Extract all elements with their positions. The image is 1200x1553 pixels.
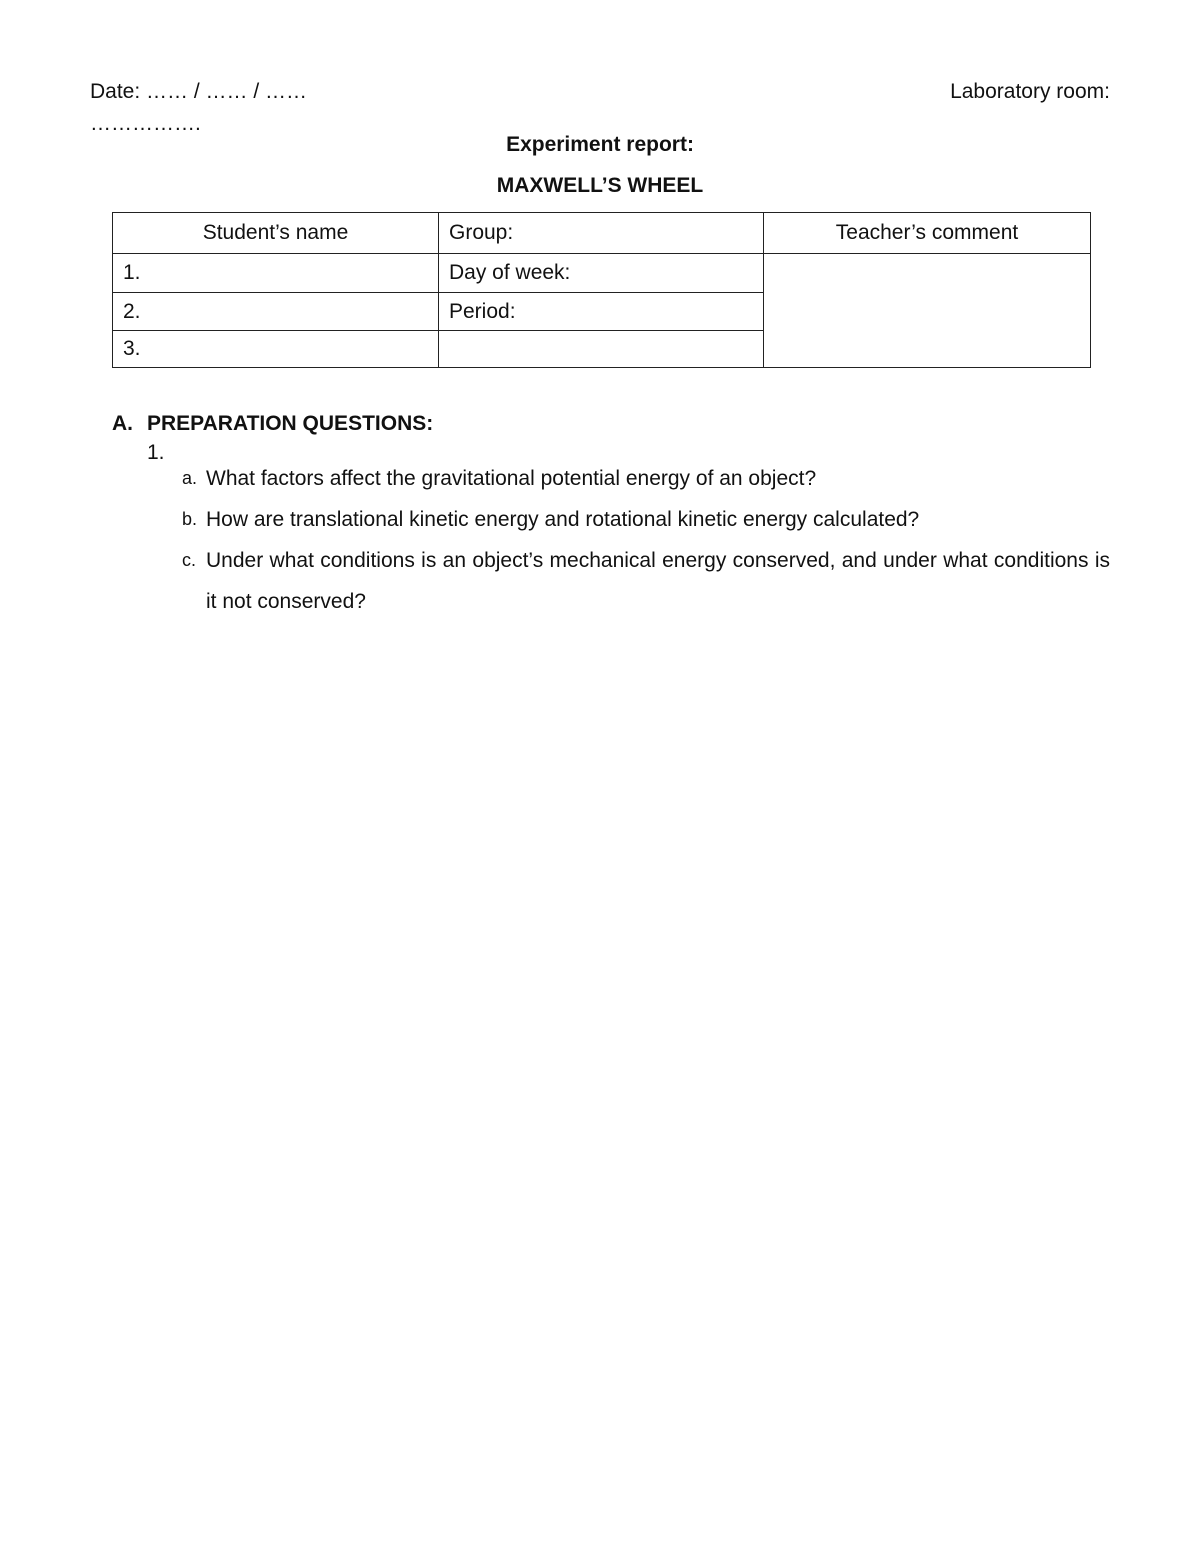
teachers-comment-header: Teacher’s comment <box>764 213 1091 254</box>
report-title: Experiment report: <box>506 133 694 156</box>
question-marker: c. <box>182 550 197 570</box>
table-header-row <box>113 213 1091 254</box>
date-line: Date: …… / …… / …… <box>90 80 308 103</box>
table-row <box>113 254 1091 293</box>
laboratory-room-label: Laboratory room: <box>950 80 1110 103</box>
section-heading <box>112 411 433 437</box>
period-cell[interactable]: Period: <box>439 293 764 331</box>
section-title: PREPARATION QUESTIONS: <box>147 412 434 435</box>
question-item <box>182 540 1110 622</box>
question-marker: a. <box>182 468 198 488</box>
section-letter: A. <box>112 412 133 435</box>
question-item <box>182 458 1110 499</box>
question-number: 1. <box>147 441 165 464</box>
question-text: What factors affect the gravitational potential energy of an object? <box>206 467 817 490</box>
student-name-cell[interactable]: 1. <box>113 254 439 293</box>
question-text: Under what conditions is an object’s mechanical energy conserved, and under what conditions is it not conserved? <box>206 549 1110 613</box>
students-name-header: Student’s name <box>113 213 439 254</box>
teachers-comment-cell <box>764 254 1091 368</box>
laboratory-room-dots: ……………. <box>90 112 201 135</box>
experiment-name: MAXWELL’S WHEEL <box>496 174 704 197</box>
question-item <box>182 499 1110 540</box>
student-name-cell[interactable]: 3. <box>113 331 439 368</box>
student-name-cell[interactable]: 2. <box>113 293 439 331</box>
student-info-table <box>112 212 1091 368</box>
empty-info-cell <box>439 331 764 368</box>
day-of-week-cell[interactable]: Day of week: <box>439 254 764 293</box>
question-text: How are translational kinetic energy and rotational kinetic energy calculated? <box>206 508 920 531</box>
group-label: Group: <box>439 213 764 254</box>
question-marker: b. <box>182 509 198 529</box>
